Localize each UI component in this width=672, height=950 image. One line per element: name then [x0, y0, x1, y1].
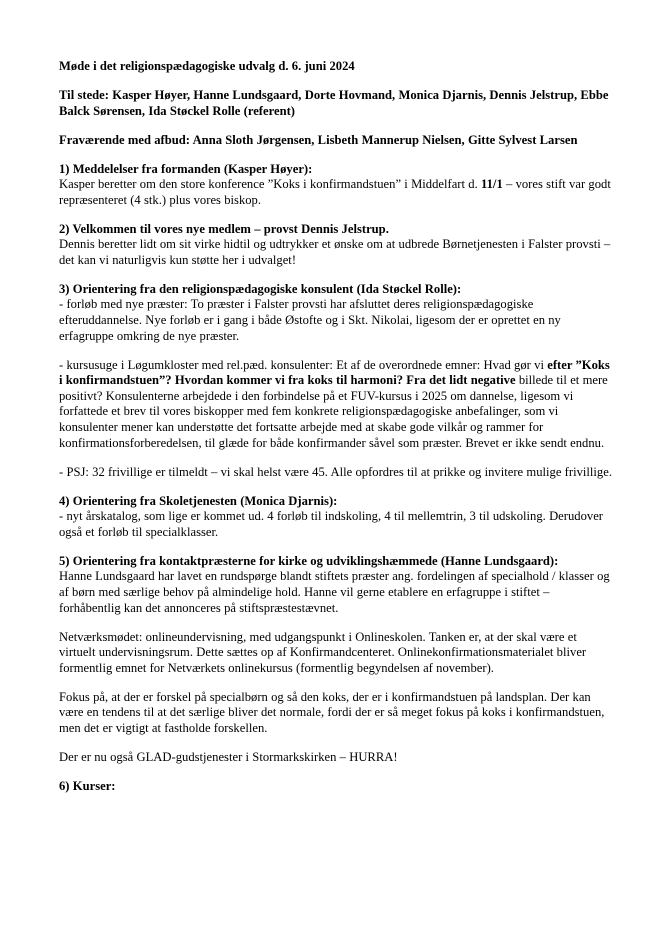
absent-paragraph: [59, 133, 613, 149]
section-body-1: [59, 177, 613, 208]
section-5-netvaerk-paragraph: Netværksmødet: onlineundervisning, med udgangspunkt i Onlineskolen. Tanken er, at der skal være et virtuelt undervisningsrum. Dette sættes op af Konfirmandcenteret. Onlinekonfirmationsmaterialet bliver formentlig emnet for Netværkets onlinekursus (formentlig begyndelsen af november).: [59, 629, 587, 675]
section-body-1-pre: Kasper beretter om den store konference ”Koks i konfirmandstuen” i Middelfart d.: [59, 177, 482, 192]
section-body-2: Dennis beretter lidt om sit virke hidtil og udtrykker et ønske om at udbrede Børnetjenesten i Falster provsti – det kan vi naturligvis kun støtte her i udvalget!: [59, 237, 611, 267]
section-heading-5: 5) Orientering fra kontaktpræsterne for kirke og udviklingshæmmede (Hanne Lundsgaard):: [59, 553, 559, 568]
attendees-paragraph: [59, 88, 613, 119]
section-3-kursusuge-paragraph: [59, 358, 613, 452]
kursusuge-post: billede til et mere positivt? Konsulenterne arbejdede i den forbindelse på et FUV-kursus i 2025 om dannelse, ligesom vi forfattede et brev til vores biskopper med fem konkrete religionspædagogiske anbefalinger, som vi konsulenter mener kan understøtte det fortsatte arbejde med at skabe gode vilkår og rammer for konfirmationsforberedelsen, til glæde for både konfirmander såvel som præster. Brevet er ikke sendt endnu.: [59, 373, 608, 450]
absent-names: Anna Sloth Jørgensen, Lisbeth Mannerup Nielsen, Gitte Sylvest Larsen: [190, 132, 578, 147]
section-heading-3: 3) Orientering fra den religionspædagogiske konsulent (Ida Støckel Rolle):: [59, 281, 462, 296]
document-title: Møde i det religionspædagogiske udvalg d. 6. juni 2024: [59, 59, 355, 73]
document-body: [59, 59, 613, 794]
section-5-glad-paragraph: Der er nu også GLAD-gudstjenester i Stormarkskirken – HURRA!: [59, 749, 398, 764]
kursusuge-pre: - kursusuge i Løgumkloster med rel.pæd. konsulenter: Et af de overordnede emner: Hvad gør vi: [59, 357, 548, 372]
section-body-4: - nyt årskatalog, som lige er kommet ud. 4 forløb til indskoling, 4 til mellemtrin, 3 til udskoling. Derudover også et forløb til specialklasser.: [59, 509, 604, 539]
attendees-label: Til stede:: [59, 87, 109, 102]
attendees-names: Kasper Høyer, Hanne Lundsgaard, Dorte Hovmand, Monica Djarnis, Dennis Jelstrup, Ebbe Balck Sørensen, Ida Støckel Rolle (referent): [59, 87, 609, 118]
section-body-5: Hanne Lundsgaard har lavet en rundspørge blandt stiftets præster ang. fordelingen af specialhold / klasser og af børn med særlige behov på almindelige hold. Hanne vil gerne etablere en erfagruppe i stiftet – forhåbentlig kan det annonceres på stiftspræstestævnet.: [59, 569, 610, 615]
section-heading-2: 2) Velkommen til vores nye medlem – provst Dennis Jelstrup.: [59, 221, 389, 236]
section-heading-4: 4) Orientering fra Skoletjenesten (Monica Djarnis):: [59, 493, 338, 508]
kursusuge-bold: efter ”Koks i konfirmandstuen”? Hvordan kommer vi fra koks til harmoni? Fra det lidt negative: [59, 357, 610, 388]
section-heading-1: 1) Meddelelser fra formanden (Kasper Høyer):: [59, 161, 313, 176]
section-heading-6: 6) Kurser:: [59, 778, 116, 793]
section-3-psj-paragraph: - PSJ: 32 frivillige er tilmeldt – vi skal helst være 45. Alle opfordres til at prikke og invitere mulige frivillige.: [59, 464, 613, 479]
section-body-1-post: – vores stift var godt repræsenteret (4 stk.) plus vores biskop.: [59, 177, 611, 207]
section-5-fokus-paragraph: Fokus på, at der er forskel på specialbørn og så den koks, der er i konfirmandstuen på landsplan. Der kan være en tendens til at det særlige bliver det normale, fordi der er så meget fokus på koks i konfirmandstuen, men det er vigtigt at fastholde forskellen.: [59, 689, 605, 735]
section-body-3: - forløb med nye præster: To præster i Falster provsti har afsluttet deres religionspædagogiske efteruddannelse. Nye forløb er i gang i både Østofte og i Skt. Nikolai, ligesom der er oprettet en ny erfagruppe omkring de nye præster.: [59, 297, 561, 343]
section-body-1-bold: 11/1: [481, 177, 503, 192]
absent-label: Fraværende med afbud:: [59, 132, 191, 147]
